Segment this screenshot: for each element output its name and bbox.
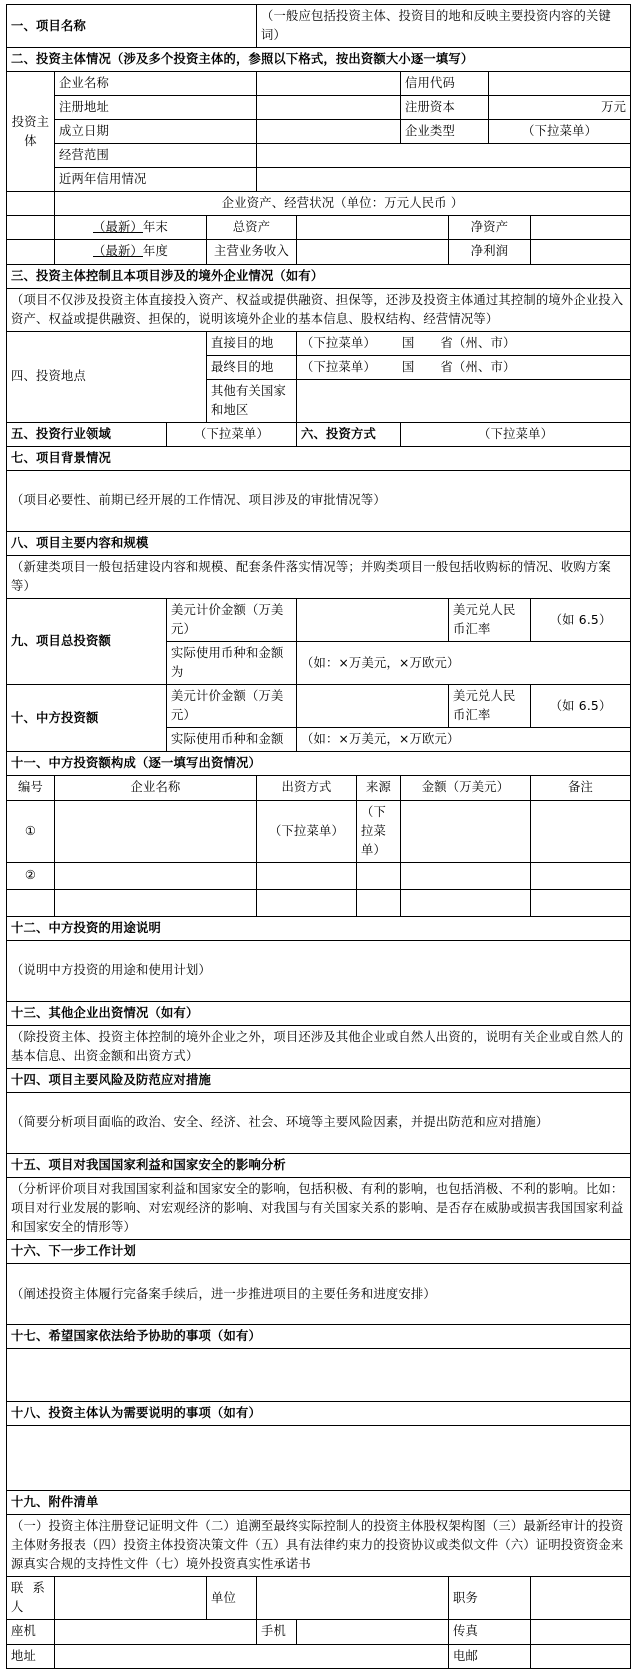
input-landline[interactable] [55, 1620, 257, 1644]
label-contact-unit: 单位 [207, 1577, 257, 1620]
input-credit-status[interactable] [257, 168, 631, 192]
dropdown-method-1[interactable]: （下拉菜单） [257, 800, 357, 862]
section-3-title-row [7, 264, 631, 288]
input-business-scope[interactable] [257, 144, 631, 168]
label-reg-capital: 注册资本 [401, 96, 489, 120]
period-suffix-2: 年度 [143, 244, 168, 259]
section-16-note[interactable]: （阐述投资主体履行完备案手续后，进一步推进项目的主要任务和进度安排） [7, 1264, 631, 1325]
assets-side-spacer-3 [7, 240, 55, 264]
input-mobile[interactable] [297, 1620, 449, 1644]
section-13-note[interactable]: （除投资主体、投资主体控制的境外企业之外，项目还涉及其他企业或自然人出资的，说明有关企业或自然人的基本信息、出资金额和出资方式） [7, 1025, 631, 1068]
label-reg-address: 注册地址 [55, 96, 257, 120]
input-contact-person[interactable] [55, 1577, 207, 1620]
input-contact-position[interactable] [531, 1577, 631, 1620]
row-source-2[interactable] [357, 862, 401, 889]
col-header-remark: 备注 [531, 776, 631, 800]
row-company-3[interactable] [55, 889, 257, 916]
row-no-1: ① [7, 800, 55, 862]
assets-row-year [7, 240, 631, 264]
dropdown-source-1[interactable]: （下拉菜单） [357, 800, 401, 862]
label-s10-actual-currency: 实际使用币种和金额 [167, 728, 297, 752]
input-s9-usd-amount[interactable] [297, 599, 449, 642]
row-company-2[interactable] [55, 862, 257, 889]
input-s9-actual-currency[interactable]: （如：×万美元，×万欧元） [297, 642, 631, 685]
input-credit-code[interactable] [489, 72, 631, 96]
assets-header: 企业资产、经营状况（单位：万元人民币 ） [55, 192, 631, 216]
section-16-title: 十六、下一步工作计划 [7, 1240, 631, 1264]
section-4-direct-row [7, 331, 631, 355]
section-5-title: 五、投资行业领域 [7, 422, 167, 446]
dropdown-industry-field[interactable]: （下拉菜单） [167, 422, 297, 446]
section-12-note-row [7, 940, 631, 1001]
input-other-regions[interactable] [297, 379, 631, 422]
row-remark-1[interactable] [531, 800, 631, 862]
label-landline: 座机 [7, 1620, 55, 1644]
section-4-title: 四、投资地点 [7, 331, 207, 422]
section-15-title-row [7, 1153, 631, 1177]
label-email: 电邮 [449, 1644, 531, 1668]
section-14-title: 十四、项目主要风险及防范应对措施 [7, 1068, 631, 1092]
section-14-note-row [7, 1092, 631, 1153]
input-contact-unit[interactable] [257, 1577, 449, 1620]
row-no-2: ② [7, 862, 55, 889]
row-amount-1[interactable] [401, 800, 531, 862]
section-12-note[interactable]: （说明中方投资的用途和使用计划） [7, 940, 631, 1001]
section-2-title-row [7, 48, 631, 72]
found-date-row [7, 120, 631, 144]
credit-status-row [7, 168, 631, 192]
section-8-title-row [7, 531, 631, 555]
section-14-note[interactable]: （简要分析项目面临的政治、安全、经济、社会、环境等主要风险因素，并提出防范和应对措施） [7, 1092, 631, 1153]
period-blank: （最新） [93, 220, 143, 235]
dropdown-final-destination[interactable]: （下拉菜单） [301, 359, 377, 374]
col-header-source: 来源 [357, 776, 401, 800]
input-fax[interactable] [531, 1620, 631, 1644]
label-total-assets: 总资产 [207, 216, 297, 240]
row-method-3[interactable] [257, 889, 357, 916]
label-net-assets: 净资产 [449, 216, 531, 240]
label-company-type: 企业类型 [401, 120, 489, 144]
input-s10-usd-amount[interactable] [297, 685, 449, 728]
section-19-attachment-list: （一）投资主体注册登记证明文件（二）追溯至最终实际控制人的投资主体股权架构图（三）最新经审计的投资主体财务报表（四）投资主体投资决策文件（五）具有法律约束力的投资协议或类似文件（六）证明投资资金来源真实合规的支持性文件（七）境外投资真实性承诺书 [7, 1515, 631, 1577]
table-row [7, 862, 631, 889]
section-9-usd-row [7, 599, 631, 642]
reg-address-row [7, 96, 631, 120]
company-name-row [7, 72, 631, 96]
label-found-date: 成立日期 [55, 120, 257, 144]
business-scope-row [7, 144, 631, 168]
section-12-title: 十二、中方投资的用途说明 [7, 916, 631, 940]
dropdown-company-type[interactable]: （下拉菜单） [489, 120, 631, 144]
section-16-title-row [7, 1240, 631, 1264]
input-total-assets[interactable] [297, 216, 449, 240]
label-s10-usd-amount: 美元计价金额（万美元） [167, 685, 297, 728]
label-contact-person [7, 1577, 55, 1620]
input-email[interactable] [531, 1644, 631, 1668]
label-address: 地址 [7, 1644, 55, 1668]
contact-person-row [7, 1577, 631, 1620]
table-row [7, 800, 631, 862]
assets-side-spacer [7, 192, 55, 216]
contact-person-text: 联系人 [11, 1581, 45, 1615]
row-amount-3[interactable] [401, 889, 531, 916]
section-19-title: 十九、附件清单 [7, 1491, 631, 1515]
label-other-regions: 其他有关国家和地区 [207, 379, 297, 422]
section-15-title: 十五、项目对我国国家利益和国家安全的影响分析 [7, 1153, 631, 1177]
row-remark-2[interactable] [531, 862, 631, 889]
row-company-1[interactable] [55, 800, 257, 862]
label-country-direct: 国 [402, 335, 415, 350]
section-7-note[interactable]: （项目必要性、前期已经开展的工作情况、项目涉及的审批情况等） [7, 470, 631, 531]
section-2-title: 二、投资主体情况（涉及多个投资主体的，参照以下格式，按出资额大小逐一填写） [7, 48, 631, 72]
input-found-date[interactable] [257, 120, 401, 144]
input-net-assets[interactable] [531, 216, 631, 240]
period-blank-2: （最新） [93, 244, 143, 259]
section-3-note[interactable]: （项目不仅涉及投资主体直接投入资产、权益或提供融资、担保等，还涉及投资主体通过其控制的境外企业投入资产、权益或提供融资、担保的，说明该境外企业的基本信息、股权结构、经营情况等） [7, 288, 631, 331]
contact-phone-row [7, 1620, 631, 1644]
input-net-profit[interactable] [531, 240, 631, 264]
section-7-note-row [7, 470, 631, 531]
label-contact-position: 职务 [449, 1577, 531, 1620]
section-8-note[interactable]: （新建类项目一般包括建设内容和规模、配套条件落实情况等；并购类项目一般包括收购标的情况、收购方案等） [7, 555, 631, 598]
section-17-input[interactable] [7, 1349, 631, 1402]
label-s10-exchange-rate: 美元兑人民币汇率 [449, 685, 531, 728]
input-address[interactable] [55, 1644, 449, 1668]
section-18-title-row [7, 1402, 631, 1426]
period-suffix: 年末 [143, 220, 168, 235]
section-1-title: 一、项目名称 [7, 5, 257, 48]
section-1-row [7, 5, 631, 48]
row-remark-3[interactable] [531, 889, 631, 916]
input-main-revenue[interactable] [297, 240, 449, 264]
col-header-method: 出资方式 [257, 776, 357, 800]
assets-header-row [7, 192, 631, 216]
section-3-title: 三、投资主体控制且本项目涉及的境外企业情况（如有） [7, 264, 631, 288]
section-8-title: 八、项目主要内容和规模 [7, 531, 631, 555]
col-header-no: 编号 [7, 776, 55, 800]
section-16-note-row [7, 1264, 631, 1325]
label-mobile: 手机 [257, 1620, 297, 1644]
final-destination-fields[interactable] [297, 355, 631, 379]
label-credit-code: 信用代码 [401, 72, 489, 96]
section-5-6-row [7, 422, 631, 446]
label-net-profit: 净利润 [449, 240, 531, 264]
label-main-revenue: 主营业务收入 [207, 240, 297, 264]
dropdown-direct-destination[interactable]: （下拉菜单） [301, 335, 377, 350]
col-header-amount: 金额（万美元） [401, 776, 531, 800]
period-year[interactable] [55, 240, 207, 264]
row-no-3 [7, 889, 55, 916]
section-11-header-row [7, 776, 631, 800]
col-header-company: 企业名称 [55, 776, 257, 800]
section-10-title: 十、中方投资额 [7, 685, 167, 752]
label-s9-exchange-rate: 美元兑人民币汇率 [449, 599, 531, 642]
section-18-input[interactable] [7, 1426, 631, 1491]
section-6-title: 六、投资方式 [297, 422, 401, 446]
row-source-3[interactable] [357, 889, 401, 916]
input-s10-exchange-rate[interactable]: （如 6.5） [531, 685, 631, 728]
form-table [6, 4, 631, 1669]
section-7-title-row [7, 446, 631, 470]
label-s9-actual-currency: 实际使用币种和金额为 [167, 642, 297, 685]
contact-address-row [7, 1644, 631, 1668]
period-year-end[interactable] [55, 216, 207, 240]
investor-entity-side-label: 投资主体 [7, 72, 55, 192]
table-row [7, 889, 631, 916]
section-17-title-row [7, 1325, 631, 1349]
assets-side-spacer-2 [7, 216, 55, 240]
section-7-title: 七、项目背景情况 [7, 446, 631, 470]
row-amount-2[interactable] [401, 862, 531, 889]
section-1-note[interactable]: （一般应包括投资主体、投资目的地和反映主要投资内容的关键词） [257, 5, 631, 48]
section-11-title: 十一、中方投资额构成（逐一填写出资情况） [7, 752, 631, 776]
section-13-note-row [7, 1025, 631, 1068]
input-company-name[interactable] [257, 72, 401, 96]
label-direct-destination: 直接目的地 [207, 331, 297, 355]
label-business-scope: 经营范围 [55, 144, 257, 168]
section-18-title: 十八、投资主体认为需要说明的事项（如有） [7, 1402, 631, 1426]
section-17-blank-row [7, 1349, 631, 1402]
section-13-title-row [7, 1001, 631, 1025]
direct-destination-fields[interactable] [297, 331, 631, 355]
section-19-title-row [7, 1491, 631, 1515]
label-fax: 传真 [449, 1620, 531, 1644]
row-method-2[interactable] [257, 862, 357, 889]
section-15-note[interactable]: （分析评价项目对我国国家利益和国家安全的影响，包括积极、有利的影响，也包括消极、不利的影响。比如：项目对行业发展的影响、对宏观经济的影响、对我国与有关国家关系的影响、是否存在威胁或损害我国国家利益和国家安全的情形等） [7, 1177, 631, 1239]
section-18-blank-row [7, 1426, 631, 1491]
section-3-note-row [7, 288, 631, 331]
input-reg-address[interactable] [257, 96, 401, 120]
input-s9-exchange-rate[interactable]: （如 6.5） [531, 599, 631, 642]
label-province-final: 省（州、市） [440, 359, 516, 374]
label-final-destination: 最终目的地 [207, 355, 297, 379]
input-s10-actual-currency[interactable]: （如：×万美元，×万欧元） [297, 728, 631, 752]
label-credit-status: 近两年信用情况 [55, 168, 257, 192]
assets-row-year-end [7, 216, 631, 240]
section-12-title-row [7, 916, 631, 940]
label-country-final: 国 [402, 359, 415, 374]
section-8-note-row [7, 555, 631, 598]
label-s9-usd-amount: 美元计价金额（万美元） [167, 599, 297, 642]
section-13-title: 十三、其他企业出资情况（如有） [7, 1001, 631, 1025]
section-10-usd-row [7, 685, 631, 728]
input-reg-capital[interactable]: 万元 [489, 96, 631, 120]
dropdown-investment-method[interactable]: （下拉菜单） [401, 422, 631, 446]
section-15-note-row [7, 1177, 631, 1239]
label-province-direct: 省（州、市） [440, 335, 516, 350]
section-14-title-row [7, 1068, 631, 1092]
section-19-note-row [7, 1515, 631, 1577]
section-17-title: 十七、希望国家依法给予协助的事项（如有） [7, 1325, 631, 1349]
section-9-title: 九、项目总投资额 [7, 599, 167, 685]
section-11-title-row [7, 752, 631, 776]
label-company-name: 企业名称 [55, 72, 257, 96]
